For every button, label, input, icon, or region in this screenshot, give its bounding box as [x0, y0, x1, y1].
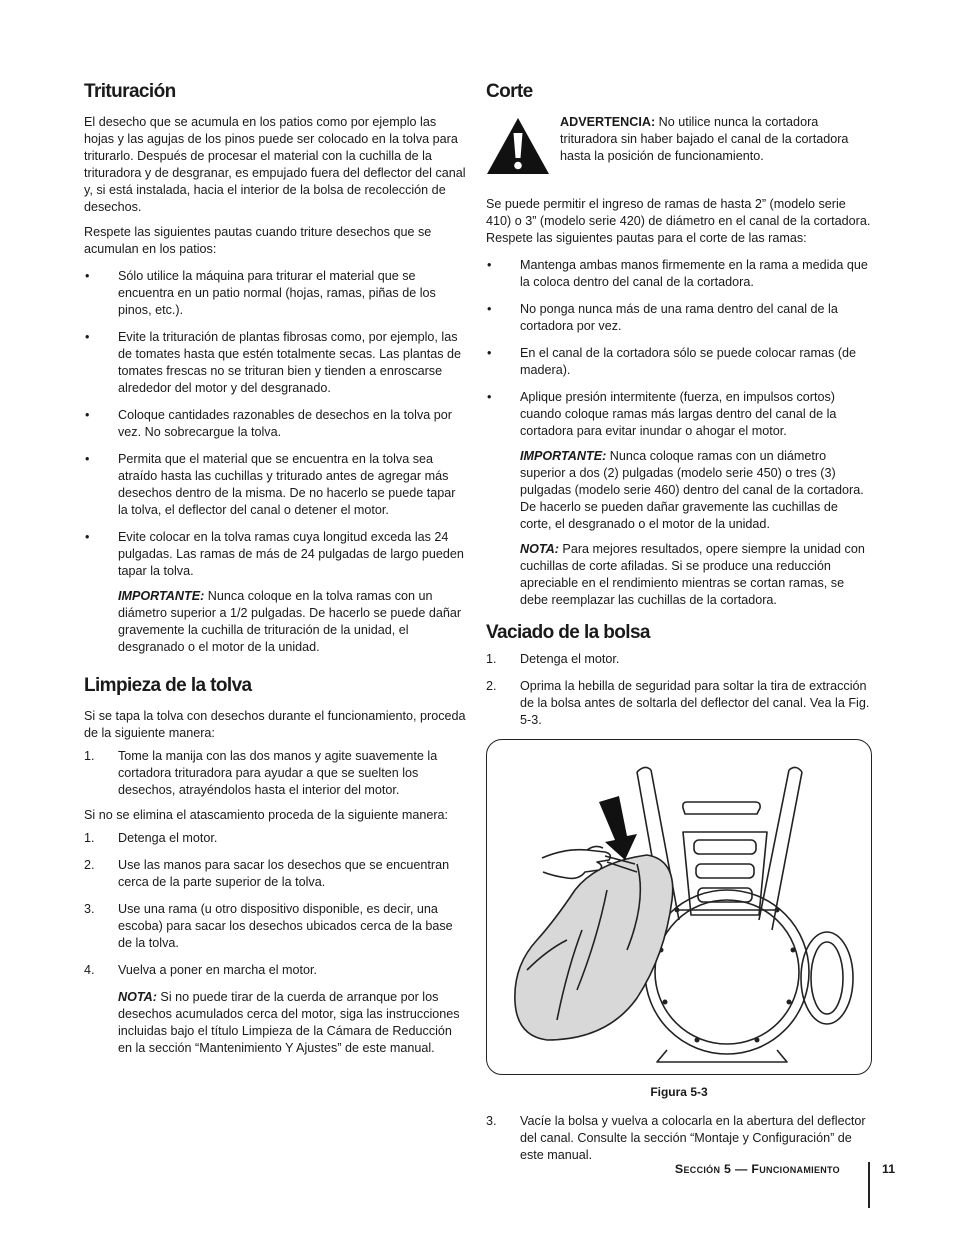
corte-nota: NOTA: Para mejores resultados, opere siempre la unidad con cuchillas de corte afiladas. Si se produce una reducción apreciable en el rendimiento mientras se cortan ramas, se debe reemplazar las cuchillas de la cortadora. — [520, 542, 865, 607]
list-item: • Evite colocar en la tolva ramas cuya longitud exceda las 24 pulgadas. Las ramas de más de 24 pulgadas de largo pueden tapar la tolva. — [85, 530, 464, 578]
list-item: • Evite la trituración de plantas fibrosas como, por ejemplo, las de tomates hasta que estén totalmente secas. Las plantas de tomates frescas no se trituran bien y tienden a enroscarse alrededor del motor y del desgranado. — [85, 330, 462, 395]
page-number: 11 — [882, 1162, 896, 1176]
limpieza-intro: Si se tapa la tolva con desechos durante el funcionamiento, proceda de la siguiente manera: — [84, 709, 466, 740]
corte-important-note: IMPORTANTE: Nunca coloque ramas con un diámetro superior a dos (2) pulgadas (modelo serie 450) o tres (3) pulgadas (modelo serie 460) dentro del canal de la cortadora. De hacerlo se pueden dañar gravemente las cuchillas de corte, el desgranado o el motor de la unidad. — [520, 449, 864, 531]
footer-section-label: Sección 5 — Funcionamiento — [674, 1162, 840, 1176]
list-item: 1. Detenga el motor. — [486, 652, 620, 666]
list-item: • Aplique presión intermitente (fuerza, en impulsos cortos) cuando coloque ramas más largas dentro del canal de la cortadora para evitar inundar o ahogar el motor. — [487, 390, 837, 438]
trituracion-important-note: IMPORTANTE: Nunca coloque en la tolva ramas con un diámetro superior a 1/2 pulgadas. De hacerlo se puede dañar gravemente la cuchilla de trituración de la unidad, el desgranado o el motor de la unidad. — [118, 589, 462, 654]
list-item: 2. Use las manos para sacar los desechos que se encuentran cerca de la parte superior de la tolva. — [84, 858, 450, 889]
list-item: 2. Oprima la hebilla de seguridad para soltar la tira de extracción de la bolsa antes de soltarla del deflector del canal. Vea la Fig. 5-3. — [486, 679, 870, 727]
list-item: 3. Use una rama (u otro dispositivo disponible, es decir, una escoba) para sacar los desechos ubicados cerca de la base de la tolva. — [84, 902, 453, 950]
list-item: • Sólo utilice la máquina para triturar el material que se encuentra en un patio normal (hojas, ramas, piñas de los pinos, etc.). — [85, 269, 436, 317]
list-item: 1. Tome la manija con las dos manos y agite suavemente la cortadora trituradora para ayudar a que se suelten los desechos, atrayéndolos hasta el interior del motor. — [84, 749, 438, 797]
warning-block — [486, 114, 872, 180]
warning-text: ADVERTENCIA: No utilice nunca la cortadora trituradora sin haber bajado el canal de la cortadora hasta la posición de funcionamiento. — [560, 115, 849, 163]
heading-trituracion: Trituración — [84, 81, 176, 102]
corte-intro: Se puede permitir el ingreso de ramas de hasta 2” (modelo serie 410) o 3” (modelo serie 420) de diámetro en el canal de la cortadora. Respete las siguientes pautas para el corte de las ramas: — [486, 197, 871, 245]
footer-divider — [868, 1162, 870, 1208]
arrow-indicator-icon — [599, 796, 637, 860]
right-column — [486, 80, 872, 1164]
heading-corte: Corte — [486, 81, 533, 102]
trituracion-lead: Respete las siguientes pautas cuando triture desechos que se acumulan en los patios: — [84, 225, 432, 256]
list-item: 3. Vacíe la bolsa y vuelva a colocarla en la abertura del deflector del canal. Consulte la sección “Montaje y Configuración” de este manual. — [486, 1114, 866, 1162]
left-column — [84, 80, 468, 1057]
list-item: • Mantenga ambas manos firmemente en la rama a medida que la coloca dentro del canal de la cortadora. — [487, 258, 868, 289]
list-item: • Permita que el material que se encuentra en la tolva sea atraído hasta las cuchillas y triturado antes de agregar más desechos dentro de la misma. De no hacerlo se puede tapar la tolva, el deflector del canal o detener el motor. — [85, 452, 456, 517]
list-item: 1. Detenga el motor. — [84, 831, 218, 845]
warning-triangle-icon — [486, 116, 550, 176]
list-item: • No ponga nunca más de una rama dentro del canal de la cortadora por vez. — [487, 302, 838, 333]
list-item: • En el canal de la cortadora sólo se puede colocar ramas (de madera). — [487, 346, 857, 377]
trituracion-intro: El desecho que se acumula en los patios como por ejemplo las hojas y las agujas de los pinos puede ser colocado en la tolva para triturarlo. Después de procesar el material con la cuchilla de la trituradora y de desgranar, es empujado fuera del deflector del canal y, si está instalada, hacia el interior de la bolsa de recolección de desechos. — [84, 115, 466, 214]
list-item: • Coloque cantidades razonables de desechos en la tolva por vez. No sobrecargue la tolva. — [85, 408, 452, 439]
list-item: 4. Vuelva a poner en marcha el motor. — [84, 963, 318, 977]
limpieza-lead: Si no se elimina el atascamiento proceda de la siguiente manera: — [84, 808, 449, 822]
figure-caption: Figura 5-3 — [650, 1085, 708, 1099]
heading-limpieza: Limpieza de la tolva — [84, 675, 252, 696]
chipper-bag-illustration — [487, 740, 872, 1075]
limpieza-nota: NOTA: Si no puede tirar de la cuerda de arranque por los desechos acumulados cerca del motor, siga las instrucciones incluidas bajo el título Limpieza de la Cámara de Reducción en la sección “Mantenimiento Y Ajustes” de este manual. — [118, 990, 460, 1055]
heading-vaciado: Vaciado de la bolsa — [486, 622, 650, 643]
figure-5-3 — [486, 739, 872, 1075]
